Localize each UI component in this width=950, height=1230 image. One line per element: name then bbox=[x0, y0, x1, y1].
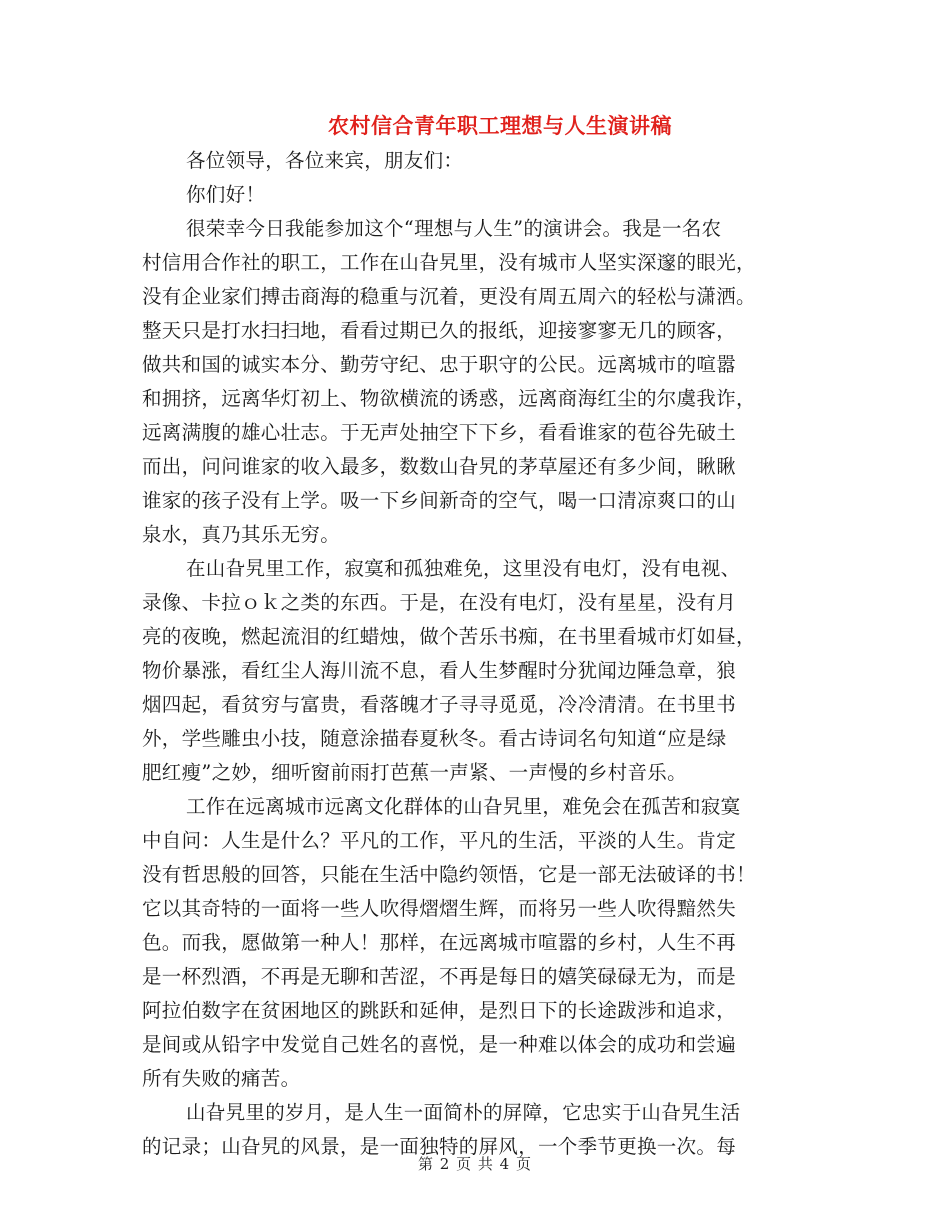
paragraph-line: 色。而我，愿做第一种人！那样，在远离城市喧嚣的乡村，人生不再 bbox=[142, 931, 737, 954]
paragraph-line: 而出，问问谁家的收入最多，数数山旮旯的茅草屋还有多少间，瞅瞅 bbox=[142, 455, 737, 478]
paragraph-line: 是一杯烈酒，不再是无聊和苦涩，不再是每日的嬉笑碌碌无为，而是 bbox=[142, 965, 737, 988]
page-footer: 第 2 页 共 4 页 bbox=[418, 1155, 532, 1173]
paragraph-line: 没有企业家们搏击商海的稳重与沉着，更没有周五周六的轻松与潇洒。 bbox=[142, 285, 756, 308]
paragraph-line: 阿拉伯数字在贫困地区的跳跃和延伸，是烈日下的长途跋涉和追求， bbox=[142, 999, 737, 1022]
paragraph-line: 烟四起，看贫穷与富贵，看落魄才子寻寻觅觅，冷冷清清。在书里书 bbox=[142, 693, 737, 716]
paragraph-first-line: 各位领导，各位来宾，朋友们： bbox=[186, 149, 464, 172]
paragraph-line: 是间或从铅字中发觉自己姓名的喜悦，是一种难以体会的成功和尝遍 bbox=[142, 1033, 737, 1056]
paragraph-first-line: 工作在远离城市远离文化群体的山旮旯里，难免会在孤苦和寂寞 bbox=[186, 795, 741, 818]
paragraph-line: 物价暴涨，看红尘人海川流不息，看人生梦醒时分犹闻边陲急章，狼 bbox=[142, 659, 737, 682]
paragraph-line: 泉水，真乃其乐无穷。 bbox=[142, 523, 341, 546]
paragraph-first-line: 你们好！ bbox=[186, 183, 266, 206]
paragraph-line: 它以其奇特的一面将一些人吹得熠熠生辉，而将另一些人吹得黯然失 bbox=[142, 897, 737, 920]
document-body bbox=[142, 144, 802, 1164]
paragraph-line: 外，学些雕虫小技，随意涂描春夏秋冬。看古诗词名句知道“应是绿 bbox=[142, 727, 727, 750]
paragraph-line: 和拥挤，远离华灯初上、物欲横流的诱惑，远离商海红尘的尔虞我诈， bbox=[142, 387, 756, 410]
paragraph-first-line: 很荣幸今日我能参加这个“理想与人生”的演讲会。我是一名农 bbox=[186, 217, 722, 240]
paragraph-line: 做共和国的诚实本分、勤劳守纪、忠于职守的公民。远离城市的喧嚣 bbox=[142, 353, 737, 376]
paragraph-line: 亮的夜晚，燃起流泪的红蜡烛，做个苦乐书痴，在书里看城市灯如昼， bbox=[142, 625, 756, 648]
paragraph-line: 村信用合作社的职工，工作在山旮旯里，没有城市人坚实深邃的眼光， bbox=[142, 251, 756, 274]
paragraph-line: 录像、卡拉ｏｋ之类的东西。于是，在没有电灯，没有星星，没有月 bbox=[142, 591, 737, 614]
paragraph-line: 所有失败的痛苦。 bbox=[142, 1067, 301, 1090]
paragraph-line: 中自问：人生是什么？平凡的工作，平凡的生活，平淡的人生。肯定 bbox=[142, 829, 737, 852]
paragraph-line: 整天只是打水扫扫地，看看过期已久的报纸，迎接寥寥无几的顾客， bbox=[142, 319, 737, 342]
paragraph-line: 的记录；山旮旯的风景，是一面独特的屏风，一个季节更换一次。每 bbox=[142, 1135, 737, 1158]
paragraph-line: 远离满腹的雄心壮志。于无声处抽空下下乡，看看谁家的苞谷先破土 bbox=[142, 421, 737, 444]
paragraph-first-line: 山旮旯里的岁月，是人生一面简朴的屏障，它忠实于山旮旯生活 bbox=[186, 1101, 741, 1124]
paragraph-line: 肥红瘦”之妙，细听窗前雨打芭蕉一声紧、一声慢的乡村音乐。 bbox=[142, 761, 687, 784]
paragraph-first-line: 在山旮旯里工作，寂寞和孤独难免，这里没有电灯，没有电视、 bbox=[186, 557, 741, 580]
paragraph-line: 谁家的孩子没有上学。吸一下乡间新奇的空气，喝一口清凉爽口的山 bbox=[142, 489, 737, 512]
paragraph-line: 没有哲思般的回答，只能在生活中隐约领悟，它是一部无法破译的书！ bbox=[142, 863, 756, 886]
page-title: 农村信合青年职工理想与人生演讲稿 bbox=[328, 114, 672, 138]
